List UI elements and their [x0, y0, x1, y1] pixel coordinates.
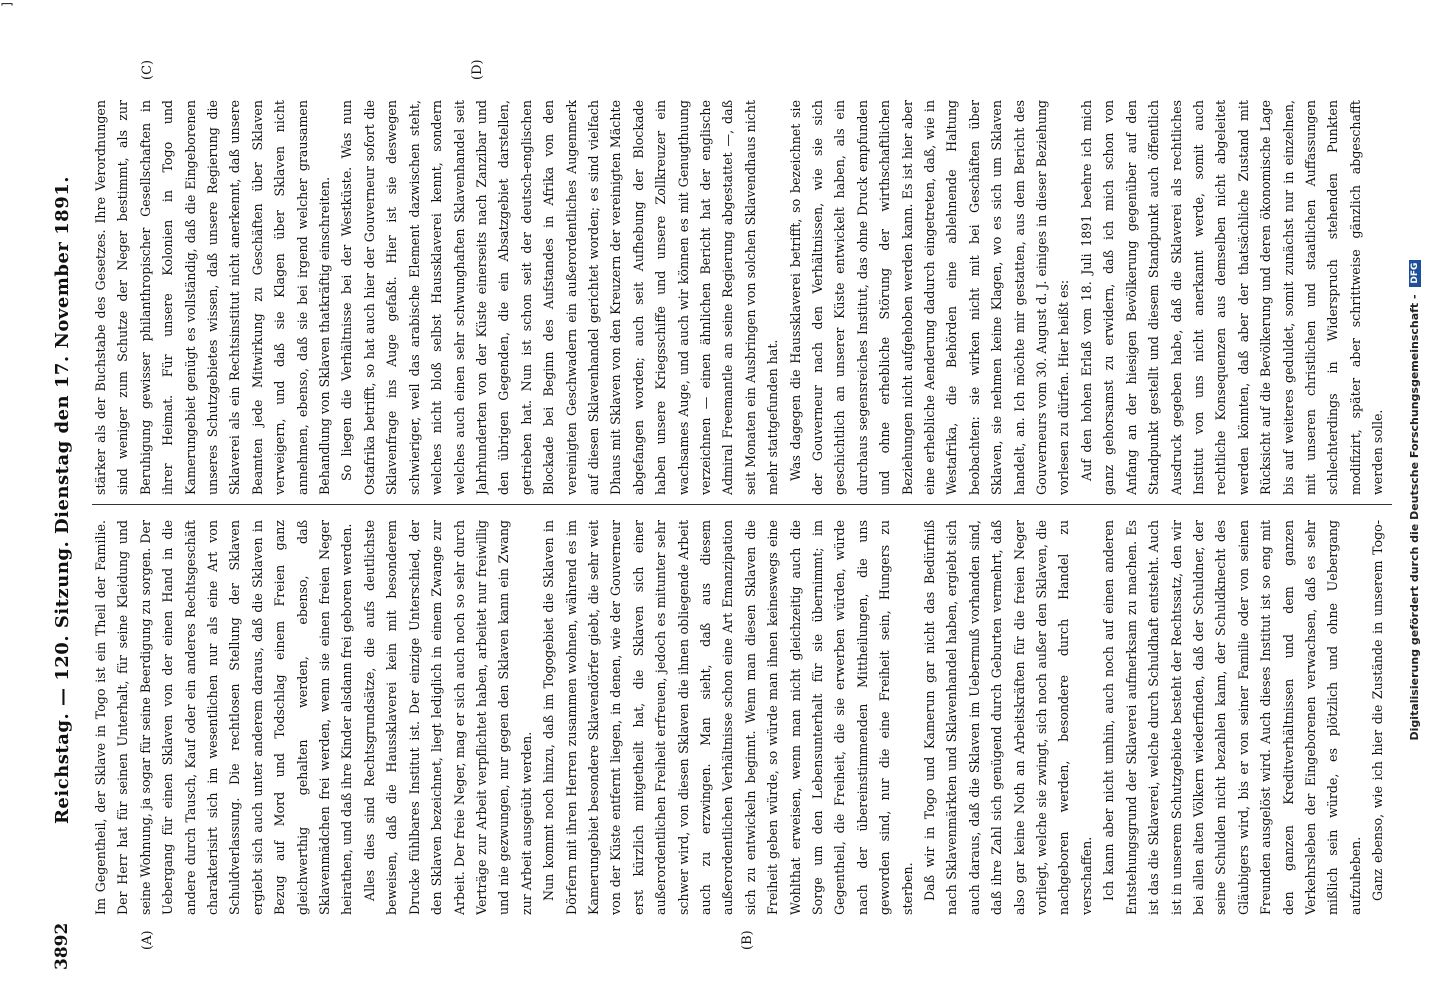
corner-mark: ] — [0, 2, 14, 7]
dfg-logo: DFG — [1409, 260, 1421, 287]
paragraph: Nun kommt noch hinzu, daß im Togogebiet die Sklaven in Dörfern mit ihren Herren zusammen wohnen, während es im Kamerungebiet besondere Sklavendörfer giebt, die sehr weit von der Küste entfernt liegen, in denen, wie der Gouverneur erst kürzlich mitgetheilt hat, die Sklaven sich einer außerordentlichen Freiheit erfreuen, jedoch es mitunter sehr schwer wird, von diesen Sklaven die ihnen obliegende Arbeit auch zu erzwingen. Man sieht, daß aus diesem außerordentlichen Verhältnisse schon eine Art Emanzipation sich zu entwickeln beginnt. Wenn man diesen Sklaven die Freiheit geben würde, so würde man ihnen keineswegs eine Wohlthat erweisen, wenn man nicht gleichzeitig auch die Sorge um den Lebensunterhalt für sie übernimmt; im Gegentheil, die Freiheit, die sie erwerben würden, würde nach der übereinstimmenden Mittheilungen, die uns geworden sind, nur die eine Freiheit sein, Hungers zu sterben. — [541, 520, 915, 915]
credit-text: Digitalisierung gefördert durch die Deutsche Forschungsgemeinschaft - — [1408, 294, 1421, 741]
right-text-column — [90, 100, 1392, 495]
session-title: Reichstag. — 120. Sitzung. Dienstag den 17. November 1891. — [52, 175, 73, 825]
margin-marker-c: (C) — [140, 59, 155, 80]
left-text-column — [90, 520, 1392, 915]
paragraph: Was dagegen die Haussklaverei betrifft, so bezeichnet sie der Gouverneur nach den Verhältnissen, wie sie sich geschichtlich an unserer Küste entwickelt haben, als ein durchaus segensreiches Institut, das ohne Druck empfunden und ohne erhebliche Störung der wirthschaftlichen Beziehungen nicht aufgehoben werden kann. Es ist hier aber eine erhebliche Aenderung dadurch eingetreten, daß, wie in Westafrika, die Behörden eine ablehnende Haltung beobachten: sie wirken nicht mit bei Geschäften über Sklaven, sie nehmen keine Klagen, wo es sich um Sklaven handelt, an. Ich möchte mir gestatten, aus dem Bericht des Gouverneurs vom 30. August d. J. einiges in dieser Beziehung vorlesen zu dürfen. Hier heißt es: — [787, 100, 1072, 495]
margin-marker-a: (A) — [140, 930, 155, 950]
paragraph: stärker als der Buchstabe des Gesetzes. Ihre Verordnungen sind weniger zum Schutze der Neger bestimmt, als zur Beruhigung gewisser philanthropischer Gesellschaften in ihrer Heimat. Für unsere Kolonien in Togo und Kamerungebiet genügt es vollständig, daß die Eingeborenen unseres Schutzgebietes wissen, daß unsere Regierung die Sklaverei als ein Rechtsinstitut nicht anerkennt, daß unsere Beamten jede Mitwirkung zu Geschäften über Sklaven verweigern, und daß sie Klagen über Sklaven nicht annehmen, ebenso, daß sie bei irgend welcher grausamen Behandlung von Sklaven thatkräftig einschreiten. — [93, 100, 333, 495]
paragraph: Ich kann aber nicht umhin, auch noch auf einen anderen Entstehungsgrund der Sklaverei aufmerksam zu machen. Es ist das die Sklaverei, welche durch Schuldhaft entsteht. Auch ist in unserem Schutzgebiete besteht der Rechtssatz, den wir bei allen alten Völkern wiederfinden, daß der Schuldner, der seine Schulden nicht bezahlen kann, der Schuldknecht des Gläubigers wird, bis er von seiner Familie oder von seinen Freunden ausgelöst wird. Auch dieses Institut ist so eng mit den ganzen Kreditverhältnissen und dem ganzen Verkehrsleben der Eingeborenen verwachsen, daß es sehr mißlich sein würde, es plötzlich und ohne Uebergang aufzuheben. — [1101, 520, 1363, 915]
page-number: 3892 — [52, 922, 72, 970]
paragraph: Daß wir in Togo und Kamerun gar nicht das Bedürfniß nach Sklavenmärkten und Sklavenhandel haben, ergiebt sich auch daraus, daß die Sklaven im Uebermuß vorhanden sind, daß ihre Zahl sich genügend durch Geburten vermehrt, daß also gar keine Noth an Arbeitskräften für die freien Neger vorliegt, welche sie zwingt, sich noch außer den Sklaven, die nachgeboren werden, besondere durch Handel zu verschaffen. — [922, 520, 1094, 915]
margin-marker-d: (D) — [470, 59, 485, 80]
paragraph: So liegen die Verhältnisse bei der Westküste. Was nun Ostafrika betrifft, so hat auch hier der Gouverneur sofort die Sklavenfrage ins Auge gefaßt. Hier ist sie deswegen schwieriger, weil das arabische Element dazwischen steht, welches nicht bloß selbst Haussklaverei kennt, sondern welches auch einen sehr schwunghaften Sklavenhandel seit Jahrhunderten von der Küste einerseits nach Zanzibar und den übrigen Gegenden, die ein Absatzgebiet darstellen, getrieben hat. Nun ist schon seit der deutsch-englischen Blockade bei Beginn des Aufstandes in Afrika von den vereinigten Geschwadern ein außerordentliches Augenmerk auf diesen Sklavenhandel gerichtet worden; es sind vielfach Dhaus mit Sklaven von den Kreuzern der vereinigten Mächte abgefangen worden; auch seit Aufhebung der Blockade haben unsere Kriegsschiffe und unsere Zollkreuzer ein wachsames Auge, und auch wir können es mit Genugthuung verzeichnen — einen ähnlichen Bericht hat der englische Admiral Freemantle an seine Regierung abgestattet —, daß seit Monaten ein Ausbringen von solchen Sklavendhaus nicht mehr stattgefunden hat. — [339, 100, 781, 495]
paragraph: Ganz ebenso, wie ich hier die Zustände in unserem Togo- — [1370, 520, 1386, 901]
page-header — [52, 30, 82, 970]
column-divider — [92, 504, 1392, 505]
quoted-paragraph: Auf den hohen Erlaß vom 18. Juli 1891 beehre ich mich ganz gehorsamst zu erwidern, daß ich mich schon von Anfang an der hiesigen Bevölkerung gegenüber auf den Standpunkt gestellt und diesem Standpunkt auch öffentlich Ausdruck gegeben habe, daß die Sklaverei als rechtliches Institut von uns nicht anerkannt werde, somit auch rechtliche Konsequenzen aus demselben nicht abgeleitet werden könnten, daß aber der thatsächliche Zustand mit Rücksicht auf die Bevölkerung und deren ökonomische Lage bis auf weiteres geduldet, somit zunächst nur in einzelnen, mit unseren christlichen und staatlichen Auffassungen schlechterdings in Widerspruch stehenden Punkten modifizirt, später aber schrittweise gänzlich abgeschafft werden solle. — [1078, 100, 1386, 495]
paragraph: Alles dies sind Rechtsgrundsätze, die aufs deutlichste beweisen, daß die Haussklaverei kein mit besonderem Drucke fühlbares Institut ist. Der einzige Unterschied, der den Sklaven bezeichnet, liegt lediglich in einem Zwange zur Arbeit. Der freie Neger, mag er sich auch noch so sehr durch Verträge zur Arbeit verpflichtet haben, arbeitet nur freiwillig und nie gezwungen, nur gegen den Sklaven kann ein Zwang zur Arbeit ausgeübt werden. — [361, 520, 534, 915]
quoted-paragraph — [1390, 100, 1392, 495]
margin-marker-b: (B) — [740, 930, 755, 950]
paragraph: Im Gegentheil, der Sklave in Togo ist ein Theil der Familie. Der Herr hat für seinen Unterhalt, für seine Kleidung und seine Wohnung, ja sogar für seine Beerdigung zu sorgen. Der Uebergang für einen Sklaven von der einen Hand in die andere durch Tausch, Kauf oder ein anderes Rechtsgeschäft charakterisirt sich im wesentlichen nur als eine Art von Schuldverlassung. Die rechtlosen Stellung der Sklaven ergiebt sich auch unter anderem daraus, daß die Sklaven in Bezug auf Mord und Todschlag einem Freien ganz gleichwerthig gehalten werden, ebenso, daß Sklavenmädchen frei werden, wenn sie einen freien Neger heirathen, und daß ihre Kinder alsdann frei geboren werden. — [93, 520, 355, 915]
digitization-credit — [1408, 0, 1421, 1000]
